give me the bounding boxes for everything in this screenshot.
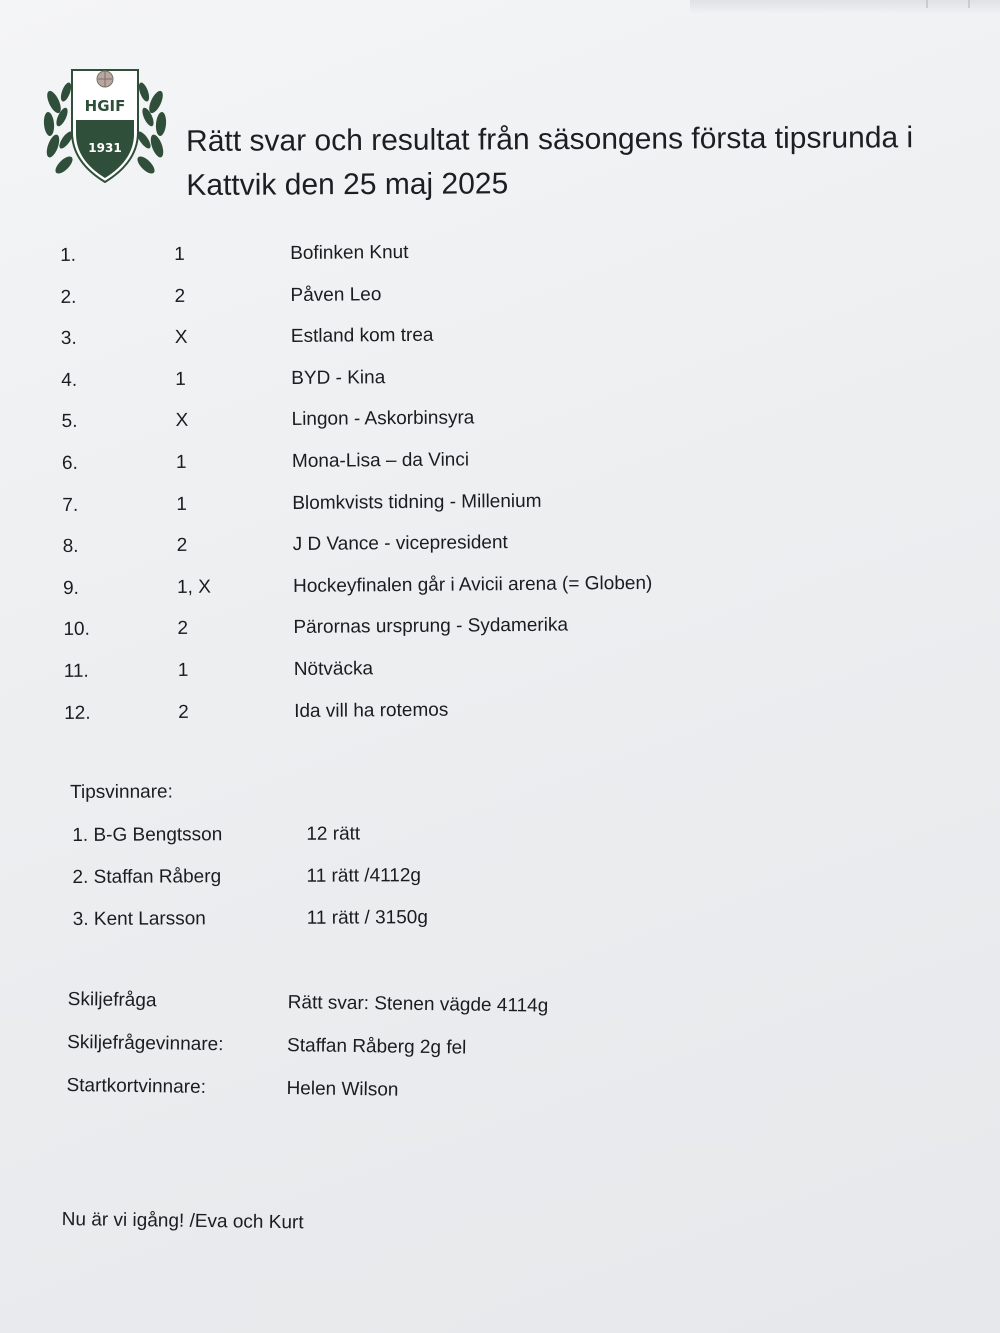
- answer-row: [60, 273, 760, 321]
- answer-number: 8.: [62, 536, 79, 558]
- info-label: Skiljefrågevinnare:: [67, 1031, 224, 1056]
- winners-section: [70, 773, 671, 944]
- answer-number: 6.: [61, 452, 78, 474]
- answer-sign: 1: [175, 368, 186, 390]
- answer-sign: 2: [177, 618, 189, 640]
- answer-text: Nötväcka: [293, 658, 374, 680]
- answer-number: 7.: [62, 494, 79, 516]
- winner-name: 1. B-G Bengtsson: [72, 824, 223, 846]
- answer-text: Lingon - Askorbinsyra: [291, 407, 475, 431]
- answer-row: [63, 523, 763, 571]
- answer-sign: X: [175, 410, 189, 432]
- answer-number: 10.: [63, 619, 90, 641]
- winners-heading: Tipsvinnare:: [70, 781, 173, 803]
- answer-text: J D Vance - vicepresident: [292, 532, 508, 556]
- answer-row: [61, 398, 761, 446]
- answer-text: Påven Leo: [290, 283, 382, 306]
- answer-sign: 1: [174, 243, 185, 266]
- answer-number: 9.: [62, 577, 80, 599]
- winner-score: 11 rätt / 3150g: [306, 907, 428, 929]
- answer-text: Hockeyfinalen går i Avicii arena (= Globen): [292, 572, 653, 597]
- answer-number: 4.: [61, 369, 78, 391]
- answer-text: BYD - Kina: [291, 366, 386, 389]
- answer-sign: 2: [178, 701, 189, 723]
- winner-name: 2. Staffan Råberg: [72, 866, 222, 888]
- info-value: Rätt svar: Stenen vägde 4114g: [287, 992, 549, 1017]
- answer-number: 1.: [60, 244, 77, 266]
- answer-list: [60, 232, 764, 737]
- winner-row: [70, 857, 670, 902]
- answer-sign: 2: [174, 285, 186, 307]
- answer-number: 11.: [63, 660, 89, 682]
- logo-year: 1931: [88, 141, 122, 155]
- answer-number: 5.: [61, 411, 78, 433]
- answer-text: Pärornas ursprung - Sydamerika: [293, 614, 569, 639]
- answer-number: 2.: [60, 286, 77, 308]
- answer-sign: 1: [177, 659, 189, 681]
- answer-row: [63, 565, 763, 613]
- winner-name: 3. Kent Larsson: [72, 908, 206, 930]
- signoff-text: Nu är vi igång! /Eva och Kurt: [61, 1208, 304, 1234]
- hgif-logo-icon: [40, 62, 170, 187]
- answer-row: [63, 606, 763, 654]
- answer-number: 12.: [64, 702, 91, 724]
- info-row: [66, 1068, 687, 1120]
- info-value: Staffan Råberg 2g fel: [286, 1035, 467, 1059]
- paper-edge-mark: [926, 0, 970, 8]
- answer-row: [61, 357, 761, 405]
- page-title: Rätt svar och resultat från säsongens första tipsrunda i Kattvik den 25 maj 2025: [186, 121, 914, 202]
- answer-sign: 2: [176, 535, 188, 557]
- winner-score: 11 rätt /4112g: [306, 865, 422, 887]
- info-label: Startkortvinnare:: [66, 1074, 207, 1098]
- answer-row: [64, 648, 764, 696]
- answer-row: [64, 689, 764, 737]
- winner-score: 12 rätt: [306, 823, 361, 845]
- info-value: Helen Wilson: [286, 1078, 399, 1101]
- logo-text: HGIF: [84, 97, 126, 115]
- info-label: Skiljefråga: [67, 988, 157, 1012]
- answer-text: Ida vill ha rotemos: [294, 699, 449, 722]
- answer-sign: 1: [176, 493, 187, 515]
- tiebreak-section: [66, 982, 688, 1120]
- club-logo: [40, 62, 170, 187]
- winner-row: [70, 815, 670, 860]
- answer-sign: X: [174, 327, 188, 349]
- answer-sign: 1, X: [176, 576, 211, 598]
- answer-row: [60, 232, 760, 280]
- answer-row: [61, 315, 761, 363]
- answer-text: Bofinken Knut: [290, 241, 409, 264]
- answer-sign: 1: [175, 451, 187, 473]
- answer-text: Estland kom trea: [290, 324, 434, 348]
- answer-row: [62, 481, 762, 529]
- winner-row: [71, 899, 671, 944]
- answer-text: Blomkvists tidning - Millenium: [292, 490, 542, 514]
- answer-number: 3.: [60, 328, 77, 350]
- answer-text: Mona-Lisa – da Vinci: [291, 449, 470, 472]
- answer-row: [62, 440, 762, 488]
